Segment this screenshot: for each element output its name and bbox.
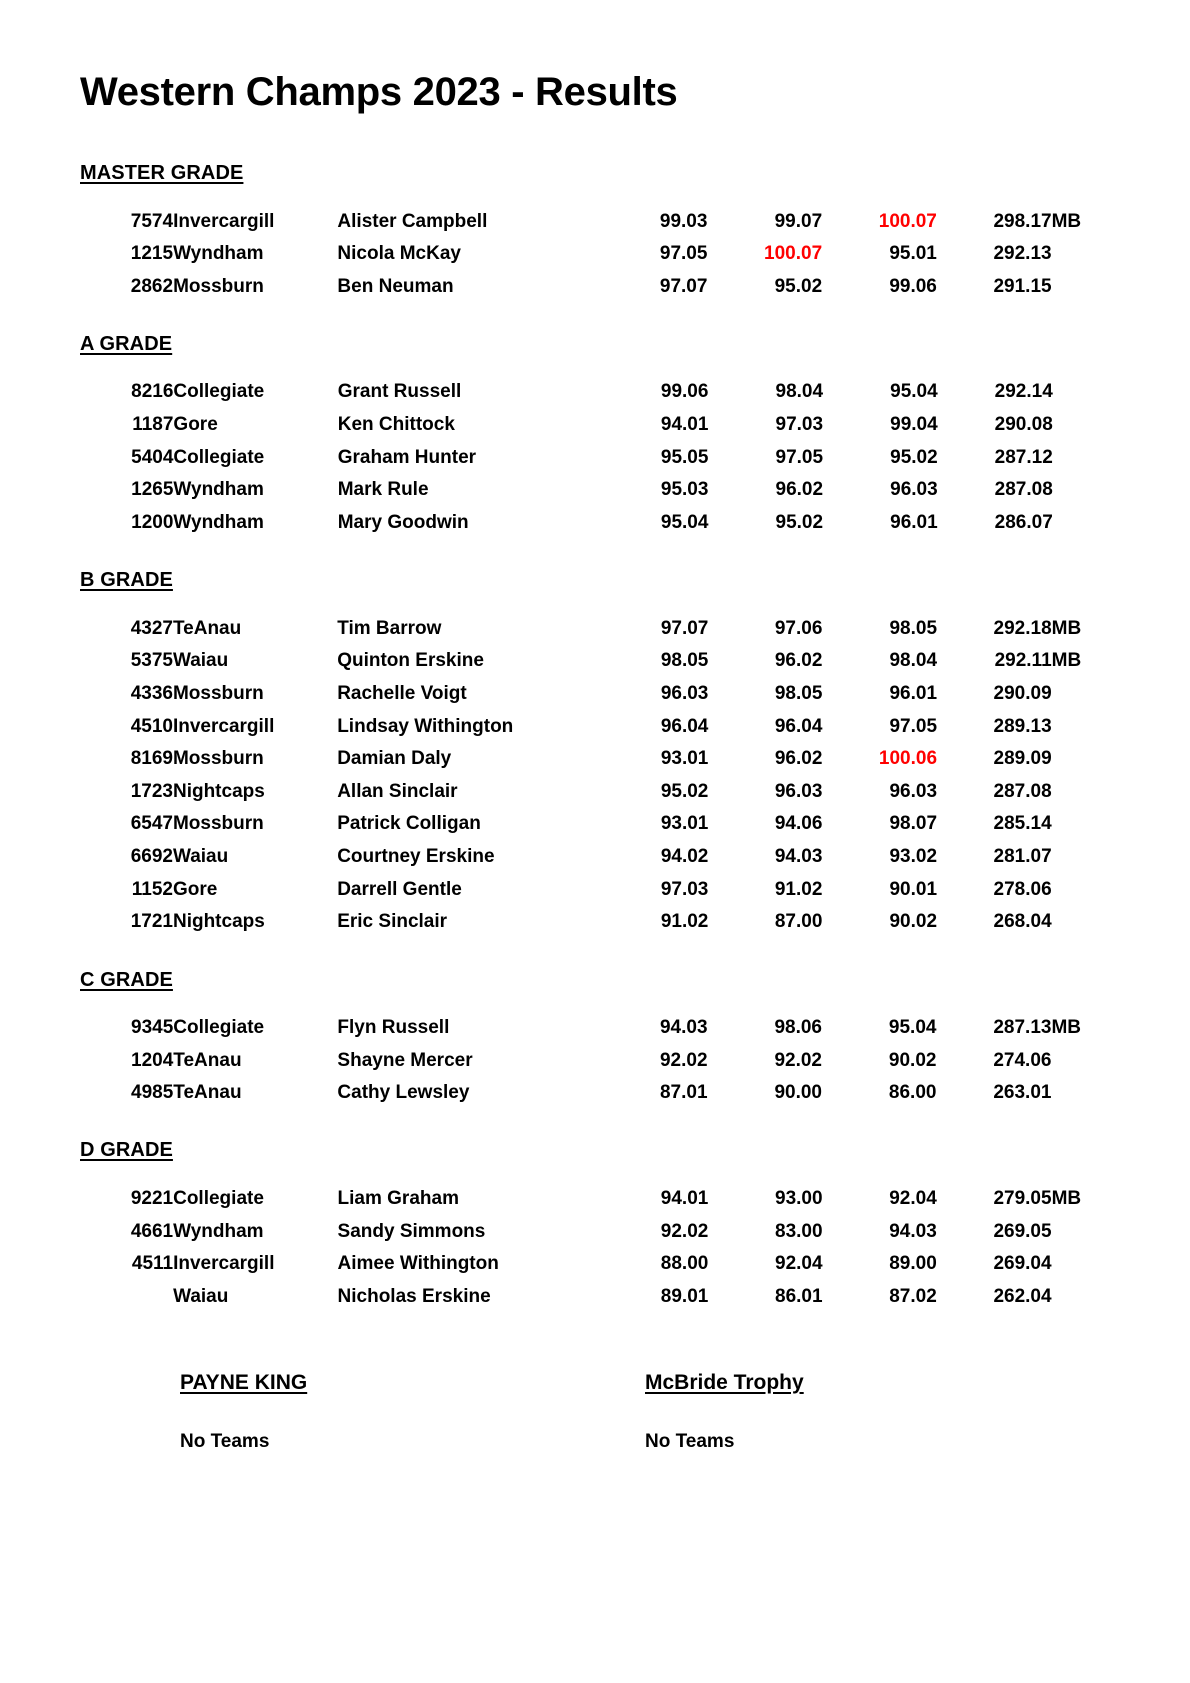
club-cell: Collegiate (173, 1017, 265, 1039)
competitor-name-cell: Quinton Erskine (337, 650, 484, 672)
competitor-name-cell: Liam Graham (337, 1187, 459, 1209)
score-3-cell: 95.04 (888, 1017, 937, 1039)
score-2-cell: 90.00 (774, 1082, 822, 1104)
page-title: Western Champs 2023 - Results (80, 70, 678, 114)
table-row (80, 409, 1110, 442)
grade-heading: A GRADE (80, 332, 173, 355)
club-cell: Nightcaps (172, 780, 265, 802)
score-2-cell: 92.02 (774, 1049, 822, 1071)
score-1-cell: 97.07 (659, 275, 708, 297)
score-1-cell: 96.04 (660, 715, 709, 737)
competitor-name-cell: Allan Sinclair (337, 780, 458, 802)
score-2-cell: 93.00 (775, 1187, 823, 1209)
score-1-cell: 88.00 (660, 1253, 709, 1275)
mb-badge-cell (1053, 441, 1110, 474)
score-1-cell: 87.01 (659, 1082, 708, 1104)
score-3-cell: 97.05 (889, 715, 938, 737)
score-3-cell: 99.04 (890, 414, 938, 436)
table-row (80, 906, 1110, 939)
total-score-cell: 287.08 (994, 479, 1053, 501)
score-3-cell: 90.02 (888, 1049, 937, 1071)
table-row (80, 506, 1110, 539)
table-row (80, 1012, 1110, 1045)
club-cell: Mossburn (172, 682, 264, 704)
member-number-cell: 4510 (130, 715, 173, 737)
trophy-column (645, 1371, 1110, 1453)
results-table (80, 205, 1110, 303)
score-2-cell: 91.02 (774, 878, 823, 900)
table-row (80, 775, 1110, 808)
member-number-cell: 9221 (130, 1187, 174, 1209)
mb-badge-cell (1053, 376, 1110, 409)
table-row (80, 238, 1110, 271)
grade-heading: B GRADE (80, 569, 173, 592)
grade-section (80, 162, 1110, 303)
results-table (80, 612, 1110, 938)
score-1-cell: 94.02 (660, 846, 709, 868)
score-3-cell: 95.02 (890, 446, 938, 468)
mb-badge-cell (1053, 409, 1110, 442)
total-score-cell: 292.14 (994, 381, 1053, 403)
score-3-cell: 95.04 (890, 381, 938, 403)
score-1-cell: 97.05 (659, 243, 708, 265)
score-3-cell: 98.04 (889, 650, 938, 672)
mb-badge-cell (1052, 808, 1110, 841)
competitor-name-cell: Aimee Withington (337, 1253, 499, 1275)
score-2-cell: 100.07 (764, 243, 823, 265)
mb-badge-cell (1052, 775, 1110, 808)
table-row (80, 743, 1110, 776)
score-1-cell: 91.02 (660, 911, 709, 933)
total-score-cell: 274.06 (993, 1049, 1052, 1071)
grade-heading: MASTER GRADE (80, 162, 244, 184)
grade-section (80, 569, 1110, 938)
score-1-cell: 95.04 (660, 511, 709, 533)
score-2-cell: 96.02 (775, 479, 824, 501)
mb-badge-cell (1052, 1280, 1110, 1313)
mb-badge-cell: MB (1051, 1187, 1082, 1209)
score-1-cell: 95.05 (660, 446, 709, 468)
score-2-cell: 97.03 (775, 414, 824, 436)
table-row (80, 1182, 1110, 1215)
mb-badge-cell (1053, 506, 1110, 539)
table-row (80, 1077, 1110, 1110)
competitor-name-cell: Eric Sinclair (337, 911, 448, 933)
trophy-sections (80, 1371, 1110, 1453)
score-2-cell: 86.01 (775, 1285, 823, 1307)
member-number-cell: 1152 (131, 878, 173, 900)
score-1-cell: 94.01 (660, 1187, 709, 1209)
score-3-cell: 98.07 (889, 813, 938, 835)
club-cell: TeAnau (172, 617, 242, 639)
table-row (80, 612, 1110, 645)
score-1-cell: 97.03 (660, 878, 709, 900)
total-score-cell: 286.07 (994, 511, 1053, 533)
score-1-cell: 95.03 (660, 479, 709, 501)
score-2-cell: 92.04 (775, 1253, 823, 1275)
total-score-cell: 285.14 (993, 813, 1052, 835)
club-cell: Collegiate (173, 1187, 264, 1209)
club-cell: Gore (172, 878, 218, 900)
table-row (80, 376, 1110, 409)
competitor-name-cell: Tim Barrow (337, 617, 442, 639)
score-1-cell: 92.02 (660, 1220, 709, 1242)
table-row (80, 873, 1110, 906)
mb-badge-cell (1052, 238, 1110, 271)
grade-section (80, 1139, 1110, 1313)
club-cell: Wyndham (173, 1220, 264, 1242)
member-number-cell: 8216 (131, 381, 174, 403)
trophy-title: PAYNE KING (180, 1371, 308, 1395)
member-number-cell: 1721 (130, 911, 173, 933)
score-3-cell: 99.06 (889, 275, 937, 297)
competitor-name-cell: Sandy Simmons (337, 1220, 486, 1242)
competitor-name-cell: Patrick Colligan (337, 813, 481, 835)
total-score-cell: 278.06 (993, 878, 1052, 900)
member-number-cell: 5375 (130, 650, 173, 672)
table-row (80, 710, 1110, 743)
member-number-cell: 7574 (130, 210, 174, 232)
score-1-cell: 94.01 (660, 414, 709, 436)
grade-heading: D GRADE (80, 1139, 173, 1162)
total-score-cell: 262.04 (993, 1285, 1052, 1307)
table-row (80, 1215, 1110, 1248)
member-number-cell: 1204 (131, 1049, 174, 1071)
score-1-cell: 89.01 (660, 1285, 709, 1307)
mb-badge-cell (1052, 1215, 1110, 1248)
score-2-cell: 99.07 (774, 210, 823, 232)
score-1-cell: 99.03 (659, 210, 708, 232)
score-2-cell: 94.06 (774, 813, 823, 835)
member-number-cell: 4661 (130, 1220, 174, 1242)
score-2-cell: 98.04 (775, 381, 824, 403)
club-cell: Wyndham (173, 511, 264, 533)
table-row (80, 645, 1110, 678)
score-1-cell: 93.01 (660, 813, 709, 835)
score-3-cell: 96.03 (890, 479, 938, 501)
results-table (80, 1182, 1110, 1313)
mb-badge-cell: MB (1051, 650, 1082, 672)
total-score-cell: 290.08 (994, 414, 1053, 436)
mb-badge-cell (1051, 1044, 1110, 1077)
member-number-cell: 8169 (130, 748, 173, 770)
score-3-cell: 87.02 (889, 1285, 937, 1307)
total-score-cell: 298.17 (993, 210, 1052, 232)
total-score-cell: 292.18 (993, 617, 1052, 639)
member-number-cell: 1187 (132, 414, 174, 436)
score-1-cell: 94.03 (659, 1017, 708, 1039)
mb-badge-cell (1053, 474, 1110, 507)
club-cell: Invercargill (172, 715, 275, 737)
mb-badge-cell: MB (1051, 617, 1082, 639)
score-3-cell: 95.01 (889, 243, 937, 265)
table-row (80, 205, 1110, 238)
score-2-cell: 83.00 (775, 1220, 823, 1242)
score-1-cell: 98.05 (660, 650, 709, 672)
competitor-name-cell: Ken Chittock (337, 414, 455, 436)
competitor-name-cell: Alister Campbell (337, 210, 488, 232)
total-score-cell: 263.01 (993, 1082, 1052, 1104)
competitor-name-cell: Nicholas Erskine (337, 1285, 491, 1307)
score-3-cell: 96.01 (890, 511, 938, 533)
competitor-name-cell: Mark Rule (337, 479, 429, 501)
competitor-name-cell: Nicola McKay (337, 243, 461, 265)
total-score-cell: 289.13 (993, 715, 1052, 737)
total-score-cell: 287.12 (994, 446, 1053, 468)
member-number-cell: 9345 (131, 1017, 174, 1039)
mb-badge-cell: MB (1051, 210, 1082, 232)
club-cell: Nightcaps (172, 911, 265, 933)
table-row (80, 1280, 1110, 1313)
grade-section (80, 333, 1110, 539)
mb-badge-cell (1052, 873, 1110, 906)
trophy-status-text: No Teams (180, 1431, 270, 1453)
table-row (80, 270, 1110, 303)
score-2-cell: 87.00 (774, 911, 823, 933)
member-number-cell: 4985 (131, 1082, 174, 1104)
total-score-cell: 291.15 (993, 275, 1052, 297)
competitor-name-cell: Darrell Gentle (337, 878, 462, 900)
total-score-cell: 289.09 (993, 748, 1052, 770)
score-2-cell: 98.05 (774, 682, 823, 704)
member-number-cell: 6547 (130, 813, 173, 835)
table-row (80, 1248, 1110, 1281)
club-cell: Mossburn (172, 813, 264, 835)
club-cell: Gore (173, 414, 218, 436)
score-3-cell: 96.01 (889, 682, 938, 704)
member-number-cell: 4336 (130, 682, 173, 704)
club-cell: Mossburn (173, 275, 264, 297)
total-score-cell: 268.04 (993, 911, 1052, 933)
total-score-cell: 281.07 (993, 846, 1052, 868)
score-3-cell: 96.03 (889, 780, 938, 802)
score-2-cell: 96.02 (774, 650, 823, 672)
member-number-cell: 1200 (131, 511, 174, 533)
table-row (80, 474, 1110, 507)
competitor-name-cell: Mary Goodwin (337, 511, 469, 533)
club-cell: Waiau (173, 1285, 229, 1307)
club-cell: Invercargill (173, 1253, 275, 1275)
club-cell: Waiau (172, 846, 229, 868)
mb-badge-cell (1052, 1248, 1110, 1281)
club-cell: TeAnau (173, 1082, 242, 1104)
club-cell: TeAnau (173, 1049, 242, 1071)
total-score-cell: 292.11 (994, 650, 1052, 672)
competitor-name-cell: Cathy Lewsley (337, 1082, 470, 1104)
total-score-cell: 290.09 (993, 682, 1052, 704)
club-cell: Wyndham (173, 479, 264, 501)
score-2-cell: 98.06 (774, 1017, 822, 1039)
score-3-cell: 86.00 (888, 1082, 937, 1104)
score-3-cell: 93.02 (889, 846, 938, 868)
grade-heading: C GRADE (80, 968, 173, 991)
competitor-name-cell: Ben Neuman (337, 275, 454, 297)
score-3-cell: 98.05 (889, 617, 938, 639)
trophy-title: McBride Trophy (645, 1371, 804, 1395)
trophy-status-text: No Teams (645, 1431, 735, 1453)
score-1-cell: 92.02 (659, 1049, 708, 1071)
score-3-cell: 90.01 (889, 878, 938, 900)
trophy-column (180, 1371, 645, 1453)
club-cell: Collegiate (173, 446, 265, 468)
member-number-cell: 1723 (130, 780, 173, 802)
score-3-cell: 89.00 (889, 1253, 937, 1275)
score-2-cell: 96.02 (774, 748, 823, 770)
club-cell: Wyndham (173, 243, 264, 265)
member-number-cell: 6692 (130, 846, 173, 868)
score-2-cell: 94.03 (774, 846, 823, 868)
score-3-cell: 100.06 (878, 748, 938, 770)
total-score-cell: 269.05 (993, 1220, 1052, 1242)
total-score-cell: 287.13 (993, 1017, 1052, 1039)
mb-badge-cell: MB (1051, 1017, 1082, 1039)
mb-badge-cell (1052, 710, 1110, 743)
mb-badge-cell (1052, 743, 1110, 776)
member-number-cell: 2862 (130, 275, 174, 297)
member-number-cell: 4327 (130, 617, 173, 639)
table-row (80, 441, 1110, 474)
total-score-cell: 287.08 (993, 780, 1052, 802)
score-1-cell: 95.02 (660, 780, 709, 802)
score-3-cell: 92.04 (889, 1187, 937, 1209)
competitor-name-cell: Grant Russell (337, 381, 462, 403)
mb-badge-cell (1052, 270, 1110, 303)
grade-sections (80, 162, 1110, 1313)
score-1-cell: 97.07 (660, 617, 709, 639)
score-2-cell: 97.05 (775, 446, 824, 468)
member-number-cell: 4511 (131, 1253, 174, 1275)
member-number-cell: 1215 (130, 243, 174, 265)
score-2-cell: 96.03 (774, 780, 823, 802)
competitor-name-cell: Graham Hunter (337, 446, 477, 468)
results-table (80, 376, 1110, 539)
score-3-cell: 100.07 (878, 210, 937, 232)
results-table (80, 1012, 1110, 1110)
competitor-name-cell: Flyn Russell (337, 1017, 450, 1039)
club-cell: Invercargill (173, 210, 275, 232)
club-cell: Collegiate (173, 381, 265, 403)
score-3-cell: 94.03 (889, 1220, 937, 1242)
club-cell: Mossburn (172, 748, 264, 770)
mb-badge-cell (1052, 906, 1110, 939)
total-score-cell: 279.05 (993, 1187, 1052, 1209)
mb-badge-cell (1052, 841, 1110, 874)
total-score-cell: 292.13 (993, 243, 1052, 265)
score-1-cell: 93.01 (660, 748, 709, 770)
grade-section (80, 969, 1110, 1110)
competitor-name-cell: Lindsay Withington (337, 715, 514, 737)
score-2-cell: 95.02 (775, 511, 824, 533)
mb-badge-cell (1051, 1077, 1110, 1110)
total-score-cell: 269.04 (993, 1253, 1052, 1275)
competitor-name-cell: Courtney Erskine (337, 846, 495, 868)
mb-badge-cell (1052, 677, 1110, 710)
table-row (80, 677, 1110, 710)
competitor-name-cell: Damian Daly (337, 748, 452, 770)
score-2-cell: 97.06 (774, 617, 823, 639)
score-2-cell: 95.02 (774, 275, 823, 297)
score-2-cell: 96.04 (774, 715, 823, 737)
member-number-cell: 5404 (131, 446, 174, 468)
competitor-name-cell: Rachelle Voigt (337, 682, 467, 704)
club-cell: Waiau (172, 650, 229, 672)
score-3-cell: 90.02 (889, 911, 938, 933)
table-row (80, 1044, 1110, 1077)
table-row (80, 808, 1110, 841)
competitor-name-cell: Shayne Mercer (337, 1049, 473, 1071)
score-1-cell: 96.03 (660, 682, 709, 704)
score-1-cell: 99.06 (660, 381, 709, 403)
member-number-cell: 1265 (131, 479, 174, 501)
table-row (80, 841, 1110, 874)
member-number-cell (80, 1280, 173, 1313)
